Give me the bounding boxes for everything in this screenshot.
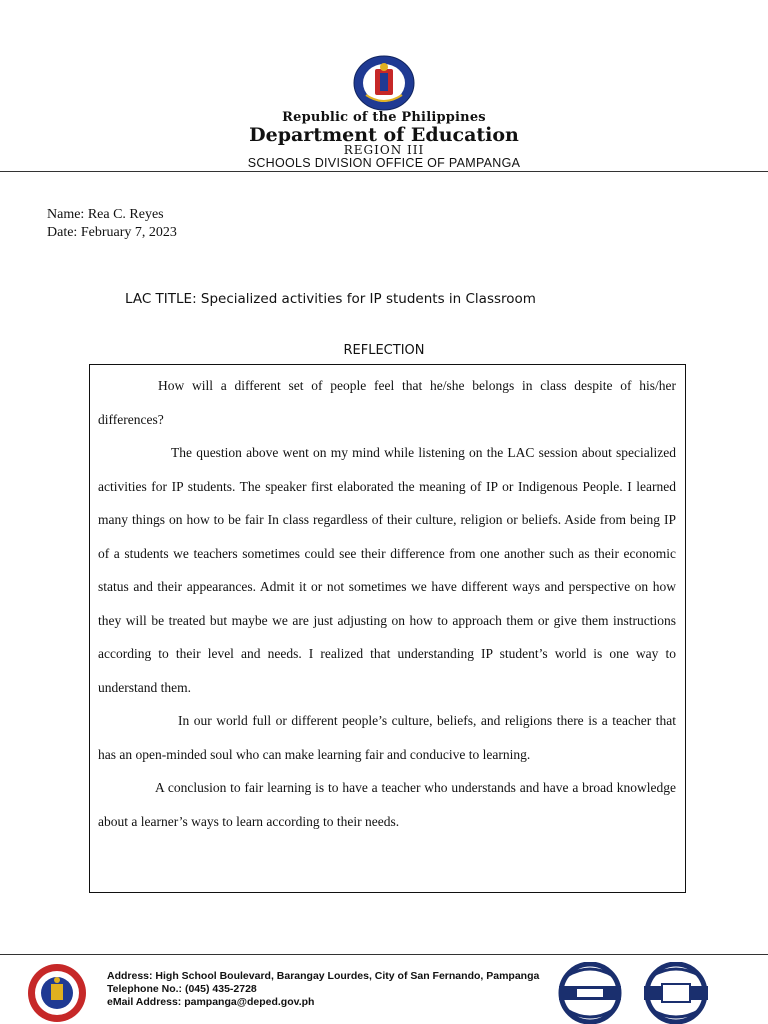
reflection-body bbox=[98, 369, 676, 838]
footer-divider bbox=[0, 954, 768, 955]
document-date: Date: February 7, 2023 bbox=[47, 225, 177, 240]
footer-email: eMail Address: pampanga@deped.gov.ph bbox=[107, 996, 315, 1008]
reflection-paragraph-4: A conclusion to fair learning is to have a teacher who understands and have a broad knowledge about a learner’s ways to learn according to their needs. bbox=[98, 780, 676, 829]
header-republic: Republic of the Philippines bbox=[282, 110, 486, 125]
footer-contact bbox=[107, 970, 539, 1009]
header-divider bbox=[0, 171, 768, 172]
author-name: Name: Rea C. Reyes bbox=[47, 207, 164, 222]
footer-telephone: Telephone No.: (045) 435-2728 bbox=[107, 983, 257, 995]
division-seal-logo bbox=[26, 962, 88, 1024]
reflection-heading: REFLECTION bbox=[343, 343, 425, 358]
reflection-paragraph-2: The question above went on my mind while listening on the LAC session about specialized activities for IP students. The speaker first elaborated the meaning of IP or Indigenous People. I learned many things on how to be fair In class regardless of their culture, religion or beliefs. Aside from being IP of a students we teachers sometimes could see their difference from one another such as their economic status and their appearances. Admit it or not sometimes we have different ways and perspective on how they will be treated but maybe we are just adjusting on how to approach them or give them instructions according to their level and needs. I realized that understanding IP student’s world is one way to understand them. bbox=[98, 445, 676, 695]
reflection-paragraph-3: In our world full or different people’s culture, beliefs, and religions there is a teacher that has an open-minded soul who can make learning fair and conducive to learning. bbox=[98, 713, 676, 762]
reflection-paragraph-1: How will a different set of people feel that he/she belongs in class despite of his/her differences? bbox=[98, 378, 676, 427]
header-division: SCHOOLS DIVISION OFFICE OF PAMPANGA bbox=[247, 156, 521, 170]
header-region: REGION III bbox=[343, 143, 425, 157]
lac-title: LAC TITLE: Specialized activities for IP students in Classroom bbox=[125, 291, 536, 307]
dqp-certified-logo bbox=[636, 962, 716, 1024]
header-department: Department of Education bbox=[249, 124, 519, 146]
iqnet-certified-logo bbox=[553, 962, 627, 1024]
footer-address: Address: High School Boulevard, Barangay Lourdes, City of San Fernando, Pampanga bbox=[107, 970, 540, 982]
deped-seal-logo bbox=[336, 55, 432, 111]
